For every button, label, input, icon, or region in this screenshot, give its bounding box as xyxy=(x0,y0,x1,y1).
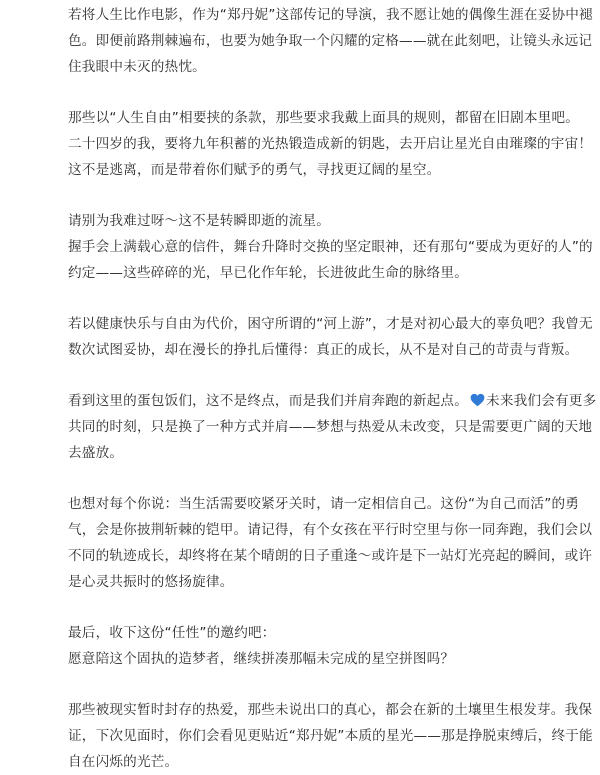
paragraph-6 xyxy=(68,491,593,595)
blue-heart-icon xyxy=(470,393,485,407)
text-line: 请别为我难过呀～这不是转瞬即逝的流星。 xyxy=(68,213,331,229)
text-line: 自在闪烁的光芒。 xyxy=(68,754,179,770)
paragraph-1 xyxy=(68,2,593,80)
paragraph-4 xyxy=(68,311,593,363)
text-line: 是心灵共振时的悠扬旋律。 xyxy=(68,574,234,590)
text-line: 愿意陪这个固执的造梦者，继续拼凑那幅未完成的星空拼图吗？ xyxy=(68,651,455,667)
text-line: 那些被现实暂时封存的热爱，那些未说出口的真心，都会在新的土壤里生根发芽。我保 xyxy=(68,702,593,718)
paragraph-5 xyxy=(68,388,597,466)
text-line: 去盛放。 xyxy=(68,445,124,461)
article-body xyxy=(68,0,597,775)
text-line: 最后，收下这份“任性”的邀约吧： xyxy=(68,625,276,641)
paragraph-3 xyxy=(68,208,593,286)
text-line: 气，会是你披荆斩棘的铠甲。请记得，有个女孩在平行时空里与你一同奔跑，我们会以 xyxy=(68,522,593,538)
text-line: 若以健康快乐与自由为代价，困守所谓的“河上游”，才是对初心最大的辜负吧？我曾无 xyxy=(68,316,593,332)
text-line: 这不是逃离，而是带着你们赋予的勇气，寻找更辽阔的星空。 xyxy=(68,162,441,178)
text-line: 握手会上满载心意的信件，舞台升降时交换的坚定眼神，还有那句“要成为更好的人”的 xyxy=(68,239,593,255)
text-line: 证，下次见面时，你们会看见更贴近“郑丹妮”本质的星光——那是挣脱束缚后，终于能 xyxy=(68,728,593,744)
text-line: 色。即便前路荆棘遍布，也要为她争取一个闪耀的定格——就在此刻吧，让镜头永远记 xyxy=(68,33,593,49)
text-line: 若将人生比作电影，作为“郑丹妮”这部传记的导演，我不愿让她的偶像生涯在妥协中褪 xyxy=(68,7,593,23)
paragraph-8 xyxy=(68,697,593,775)
text-line: 二十四岁的我，要将九年积蓄的光热锻造成新的钥匙，去开启让星光自由璀璨的宇宙！ xyxy=(68,136,593,152)
text-line xyxy=(68,388,597,414)
text-line: 不同的轨迹成长，却终将在某个晴朗的日子重逢～或许是下一站灯光亮起的瞬间，或许 xyxy=(68,548,593,564)
text-line: 约定——这些碎碎的光，早已化作年轮，长进彼此生命的脉络里。 xyxy=(68,265,469,281)
paragraph-2 xyxy=(68,105,593,183)
paragraph-7 xyxy=(68,620,588,672)
text-line: 那些以“人生自由”相要挟的条款，那些要求我戴上面具的规则，都留在旧剧本里吧。 xyxy=(68,110,580,126)
text-segment: 未来我们会有更多 xyxy=(486,393,597,409)
text-line: 数次试图妥协，却在漫长的挣扎后懂得：真正的成长，从不是对自己的苛责与背叛。 xyxy=(68,342,579,358)
text-line: 住我眼中未灭的热忱。 xyxy=(68,59,206,75)
text-line: 共同的时刻，只是换了一种方式并肩——梦想与热爱从未改变，只是需要更广阔的天地 xyxy=(68,419,593,435)
text-segment: 看到这里的蛋包饭们，这不是终点，而是我们并肩奔跑的新起点。 xyxy=(68,393,469,409)
text-line: 也想对每个你说：当生活需要咬紧牙关时，请一定相信自己。这份“为自己而活”的勇 xyxy=(68,496,580,512)
